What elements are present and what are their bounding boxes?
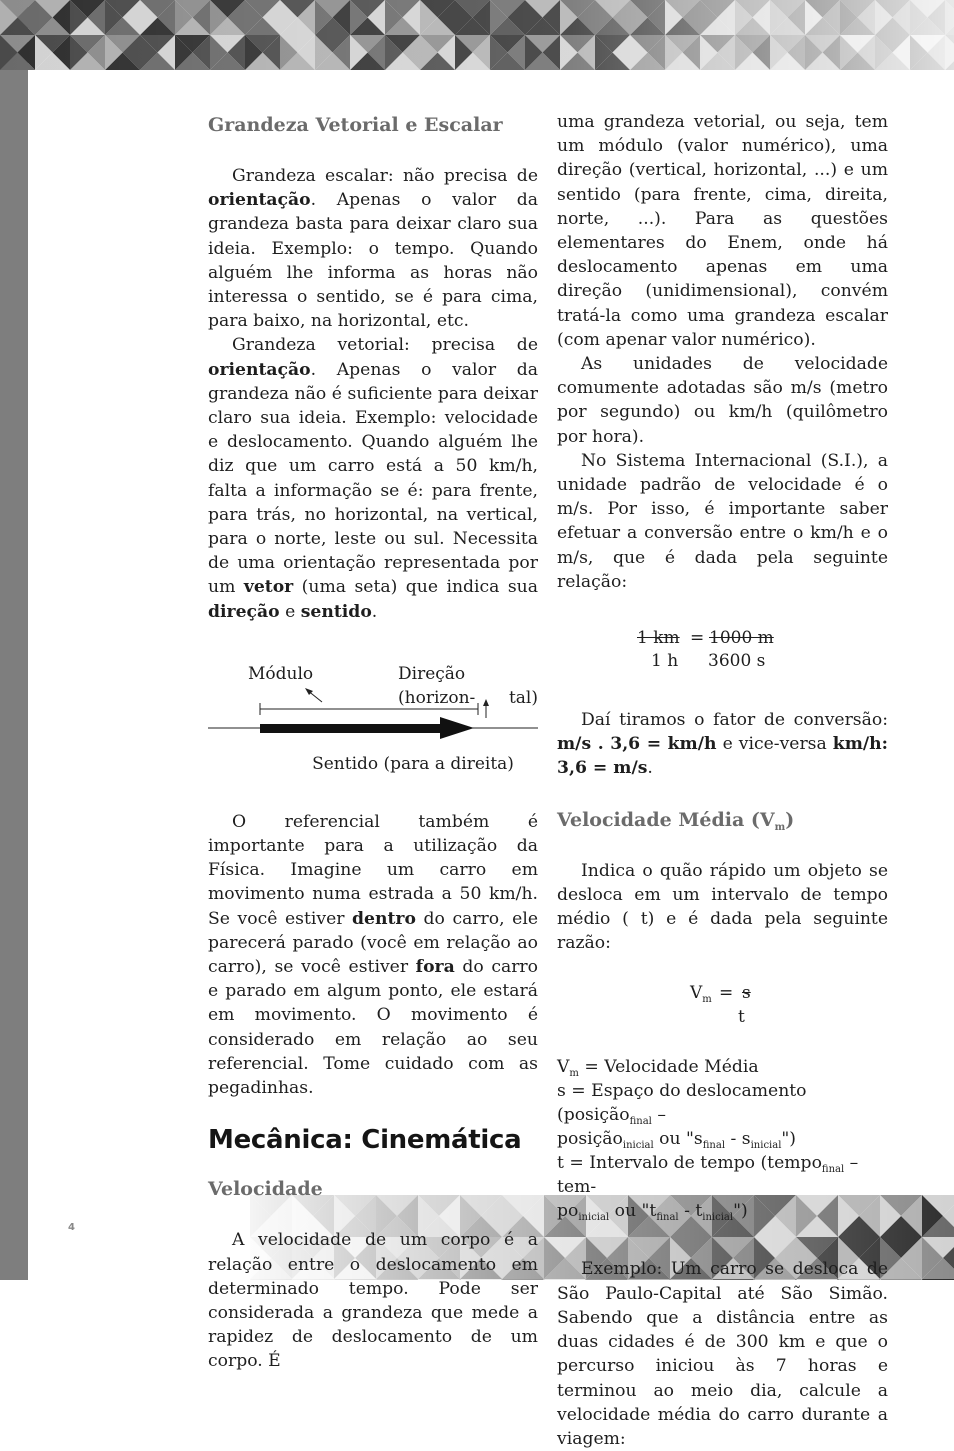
- formula-definitions: [557, 1055, 888, 1223]
- paragraph-velocidade: A velocidade de um corpo é a relação entre o deslocamento em determinado tempo. Pode ser considerada a grandeza que mede a rapidez de deslocamento de um corpo. É: [208, 1230, 538, 1372]
- definition-s-line1: s = Espaço do deslocamento (posição$_{final}$ –: [557, 1081, 807, 1128]
- label-sentido: Sentido (para a direita): [312, 753, 514, 774]
- conversion-relation: [557, 594, 888, 680]
- vector-arrow-head: [440, 717, 474, 739]
- paragraph-grandeza-vetorial: Grandeza vetorial: precisa de orientação. Apenas o valor da grandeza não é suficiente para deixar claro sua ideia. Exemplo: velocidade e deslocamento. Quando alguém lhe diz que um carro está a 50 km/h, falta a informação se é: para frente, para trás, no horizontal, na vertical, para o norte, leste ou sul. Necessita de uma orientação representada por um vetor (uma seta) que indica sua direção e sentido.: [208, 335, 538, 622]
- vector-arrow-shaft: [260, 724, 440, 733]
- paragraph-grandeza-vetorial-cont: uma grandeza vetorial, ou seja, tem um módulo (valor numérico), uma direção (vertical, horizontal, ...) e um sentido (para frente, cima, direita, norte, ...). Para as questões elementares do Enem, onde há deslocamento apenas em uma direção (unidimensional), convém tratá-la como uma grandeza escalar (com apenar valor numérico).: [557, 112, 888, 350]
- formula-numerator: s: [742, 983, 751, 1004]
- definition-t-line1: t = Intervalo de tempo (tempo$_{final}$ – tem-: [557, 1153, 859, 1198]
- right-column: [557, 110, 888, 1451]
- paragraph-referencial: O referencial também é importante para a utilização da Física. Imagine um carro em movimento numa estrada a 50 km/h. Se você estiver dentro do carro, ele parecerá parado (você em relação ao carro), se você estiver fora do carro e parado em algum ponto, ele estará em movimento. O movimento é considerado em relação ao seu referencial. Tome cuidado com as pegadinhas.: [208, 811, 538, 1099]
- conversion-equals: =: [690, 628, 705, 649]
- label-direcao-line2: tal): [508, 687, 538, 708]
- definition-s-line2: posição$_{inicial}$ ou "$s_{final}$ - $s_{inicial}$"): [557, 1129, 797, 1152]
- label-direcao-line1: Direção (horizon-: [398, 663, 476, 708]
- conversion-den-left: 1 h: [651, 651, 679, 672]
- formula-equals: =: [719, 983, 734, 1004]
- velocidade-media-formula: [557, 955, 888, 1035]
- vector-arrow-figure: [208, 624, 538, 764]
- paragraph-indica: Indica o quão rápido um objeto se desloca em um intervalo de tempo médio ( t) e é dada pela seguinte razão:: [557, 860, 888, 954]
- conversion-den-right: 3600 s: [708, 651, 766, 672]
- paragraph-exemplo: Exemplo: Um carro se desloca de São Paulo-Capital até São Simão. Sabendo que a distância entre as duas cidades é de 300 km e que o percurso iniciou às 7 horas e terminou ao meio dia, calcule a velocidade média do carro durante a viagem:: [557, 1259, 888, 1449]
- heading-mecanica-cinematica: Mecânica: Cinemática: [208, 1125, 522, 1156]
- label-modulo: Módulo: [248, 663, 314, 684]
- definition-vm: $V_m$ = Velocidade Média: [557, 1057, 759, 1080]
- formula-vm: $V_m$: [690, 983, 712, 1006]
- paragraph-grandeza-escalar: Grandeza escalar: não precisa de orientação. Apenas o valor da grandeza basta para deixar claro sua ideia. Exemplo: o tempo. Quando alguém lhe informa as horas não interessa o sentido, se é para cima, para baixo, na horizontal, etc.: [208, 166, 538, 332]
- paragraph-fator-conversao: Daí tiramos o fator de conversão: m/s . 3,6 = km/h e vice-versa km/h: 3,6 = m/s.: [557, 710, 889, 779]
- formula-denominator: t: [738, 1007, 745, 1028]
- left-column: [208, 110, 538, 1374]
- direcao-pointer-head: [483, 699, 489, 706]
- heading-velocidade: Velocidade: [208, 1178, 323, 1201]
- definition-t-line2: $po_{inicial}$ ou "$t_{final}$ - $t_{inicial}$"): [557, 1201, 748, 1224]
- paragraph-unidades: As unidades de velocidade comumente adotadas são m/s (metro por segundo) ou km/h (quilômetro por hora).: [557, 354, 888, 447]
- page-number: 4: [68, 1222, 75, 1233]
- vector-diagram: [208, 624, 538, 764]
- decorative-triangle-band-top: [0, 0, 954, 70]
- left-gray-sidebar: [0, 0, 28, 1280]
- heading-velocidade-media: Velocidade Média $(V_m)$: [557, 808, 795, 833]
- conversion-num-right: 1000 m: [709, 628, 774, 649]
- paragraph-sistema-internacional: No Sistema Internacional (S.I.), a unidade padrão de velocidade é o m/s. Por isso, é importante saber efetuar a conversão entre o km/h e o m/s, que é dada pela seguinte relação:: [557, 450, 888, 592]
- conversion-num-left: 1 km: [637, 628, 680, 649]
- heading-grandeza-vetorial-escalar: Grandeza Vetorial e Escalar: [208, 114, 503, 136]
